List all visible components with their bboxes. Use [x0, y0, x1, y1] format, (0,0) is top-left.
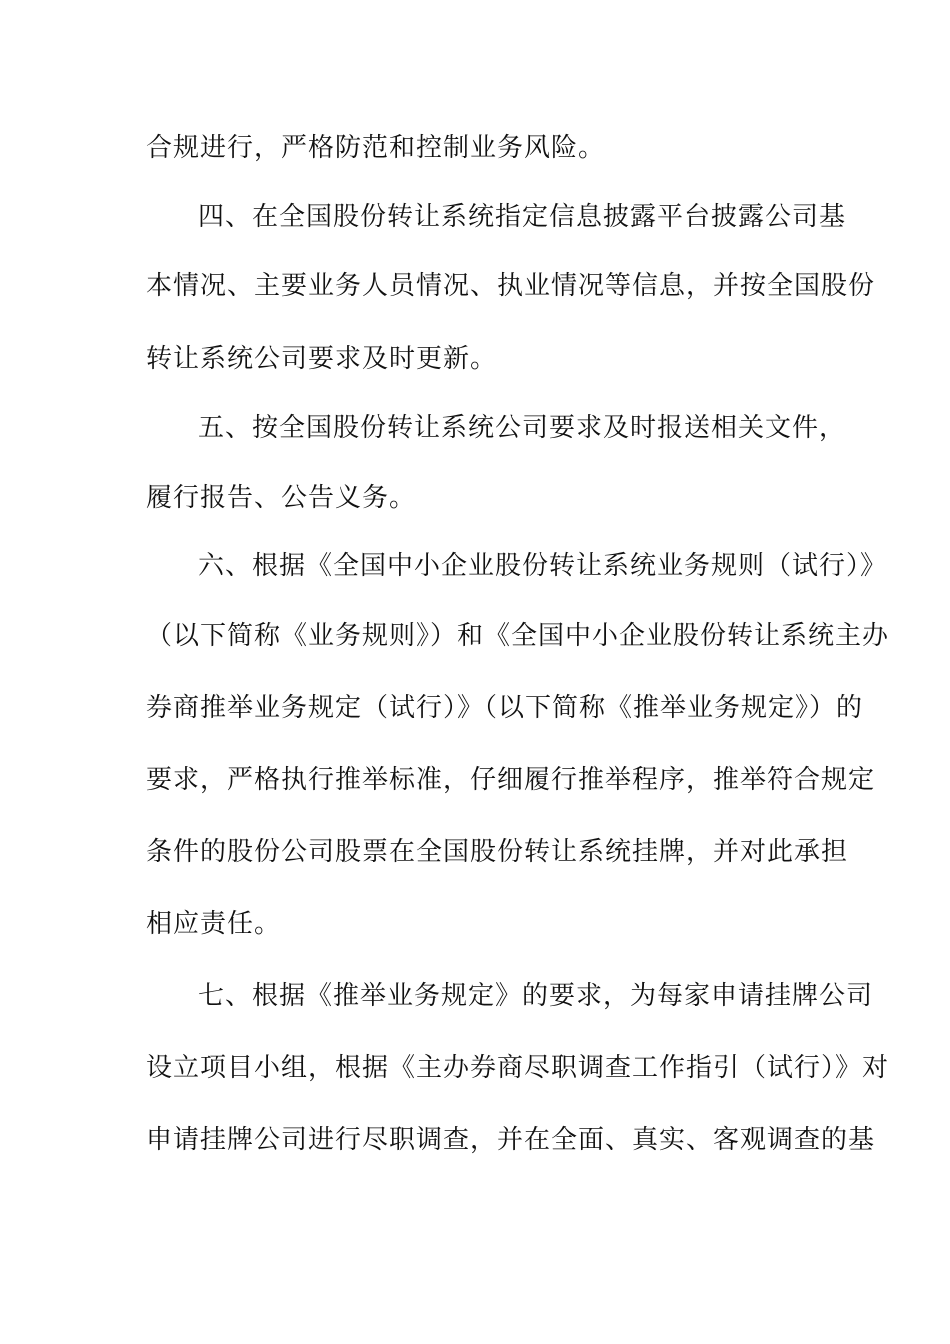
paragraph-line: 要求，严格执行推举标准，仔细履行推举程序，推举符合规定 — [146, 765, 876, 795]
paragraph-line: 七、根据《推举业务规定》的要求，为每家申请挂牌公司 — [198, 981, 874, 1011]
paragraph-line: 条件的股份公司股票在全国股份转让系统挂牌，并对此承担 — [146, 837, 849, 867]
paragraph-line: 六、根据《全国中小企业股份转让系统业务规则（试行）》 — [198, 551, 888, 581]
paragraph-line: 转让系统公司要求及时更新。 — [146, 344, 498, 374]
paragraph-line: 设立项目小组，根据《主办券商尽职调查工作指引（试行）》对 — [146, 1053, 890, 1083]
paragraph-line: 合规进行，严格防范和控制业务风险。 — [146, 133, 606, 163]
paragraph-line: 四、在全国股份转让系统指定信息披露平台披露公司基 — [198, 202, 847, 232]
paragraph-line: 相应责任。 — [146, 909, 282, 939]
paragraph-line: 五、按全国股份转让系统公司要求及时报送相关文件， — [198, 413, 847, 443]
paragraph-line: 券商推举业务规定（试行）》（以下简称《推举业务规定》）的 — [146, 693, 864, 723]
paragraph-line: 履行报告、公告义务。 — [146, 483, 417, 513]
paragraph-line: （以下简称《业务规则》）和《全国中小企业股份转让系统主办 — [146, 621, 890, 651]
paragraph-line: 申请挂牌公司进行尽职调查，并在全面、真实、客观调查的基 — [146, 1125, 876, 1155]
paragraph-line: 本情况、主要业务人员情况、执业情况等信息，并按全国股份 — [146, 271, 876, 301]
